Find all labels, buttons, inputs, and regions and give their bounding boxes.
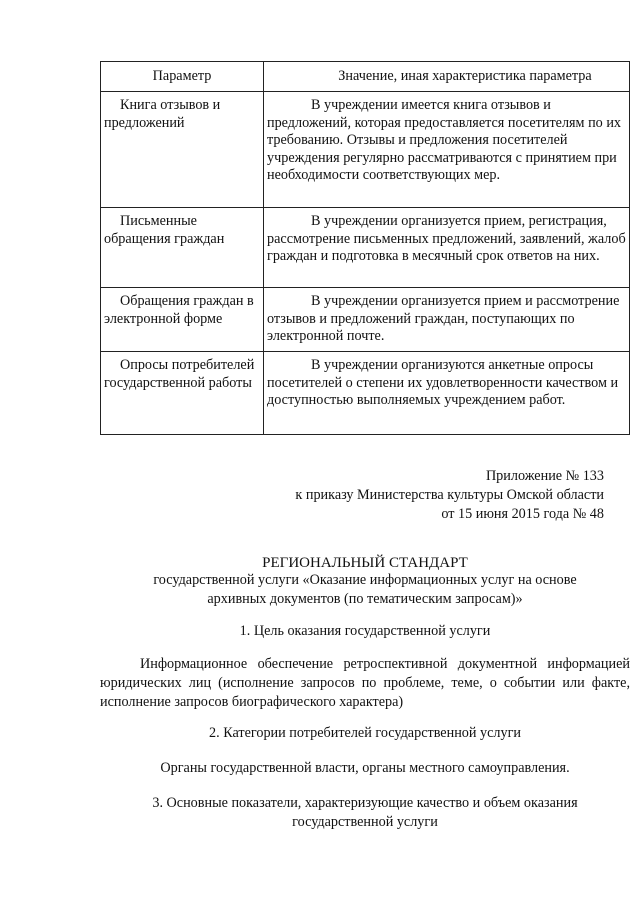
section-3-title-line: 3. Основные показатели, характеризующие качество и объем оказания <box>152 795 578 811</box>
row-param: Письменные обращения граждан <box>101 208 264 288</box>
row-value: В учреждении имеется книга отзывов и предложений, которая предоставляется посетителям по их требованию. Отзывы и предложения посетителей учреждения регулярно рассматриваются с принятием при необходимости соответствующих мер. <box>264 92 630 208</box>
table-header-row <box>101 62 630 92</box>
row-param: Опросы потребителей государственной работы <box>101 352 264 435</box>
row-value: В учреждении организуется прием и рассмотрение отзывов и предложений граждан, поступающих по электронной почте. <box>264 288 630 352</box>
standard-subtitle-line: архивных документов (по тематическим запросам)» <box>207 591 523 607</box>
header-param: Параметр <box>101 62 264 92</box>
section-2-title: 2. Категории потребителей государственной услуги <box>209 725 521 741</box>
row-value: В учреждении организуется прием, регистрация, рассмотрение письменных предложений, заявлений, жалоб граждан и подготовка в месячный срок ответов на них. <box>264 208 630 288</box>
appendix-order: к приказу Министерства культуры Омской области <box>295 487 604 503</box>
section-1-title: 1. Цель оказания государственной услуги <box>239 623 491 639</box>
section-3-title-line: государственной услуги <box>292 814 438 830</box>
table-row <box>101 352 630 435</box>
header-value: Значение, иная характеристика параметра <box>264 62 630 92</box>
row-param: Обращения граждан в электронной форме <box>101 288 264 352</box>
standard-subtitle-line: государственной услуги «Оказание информационных услуг на основе <box>153 572 577 588</box>
table-row <box>101 288 630 352</box>
parameters-table <box>100 61 630 435</box>
section-3-title <box>100 794 630 832</box>
standard-subtitle <box>100 571 630 609</box>
row-param: Книга отзывов и предложений <box>101 92 264 208</box>
section-1-text: Информационное обеспечение ретроспективной документной информацией юридических лиц (исполнение запросов по проблеме, теме, о событии или факте, исполнение запросов биографического характера) <box>100 656 630 710</box>
section-2-text: Органы государственной власти, органы местного самоуправления. <box>160 760 570 776</box>
appendix-number: Приложение № 133 <box>485 468 604 484</box>
row-value: В учреждении организуются анкетные опросы посетителей о степени их удовлетворенности качеством и доступностью выполняемых учреждением работ. <box>264 352 630 435</box>
standard-title: РЕГИОНАЛЬНЫЙ СТАНДАРТ <box>262 555 468 571</box>
table-row <box>101 92 630 208</box>
appendix-block <box>295 467 604 524</box>
table-row <box>101 208 630 288</box>
appendix-date: от 15 июня 2015 года № 48 <box>441 506 604 522</box>
